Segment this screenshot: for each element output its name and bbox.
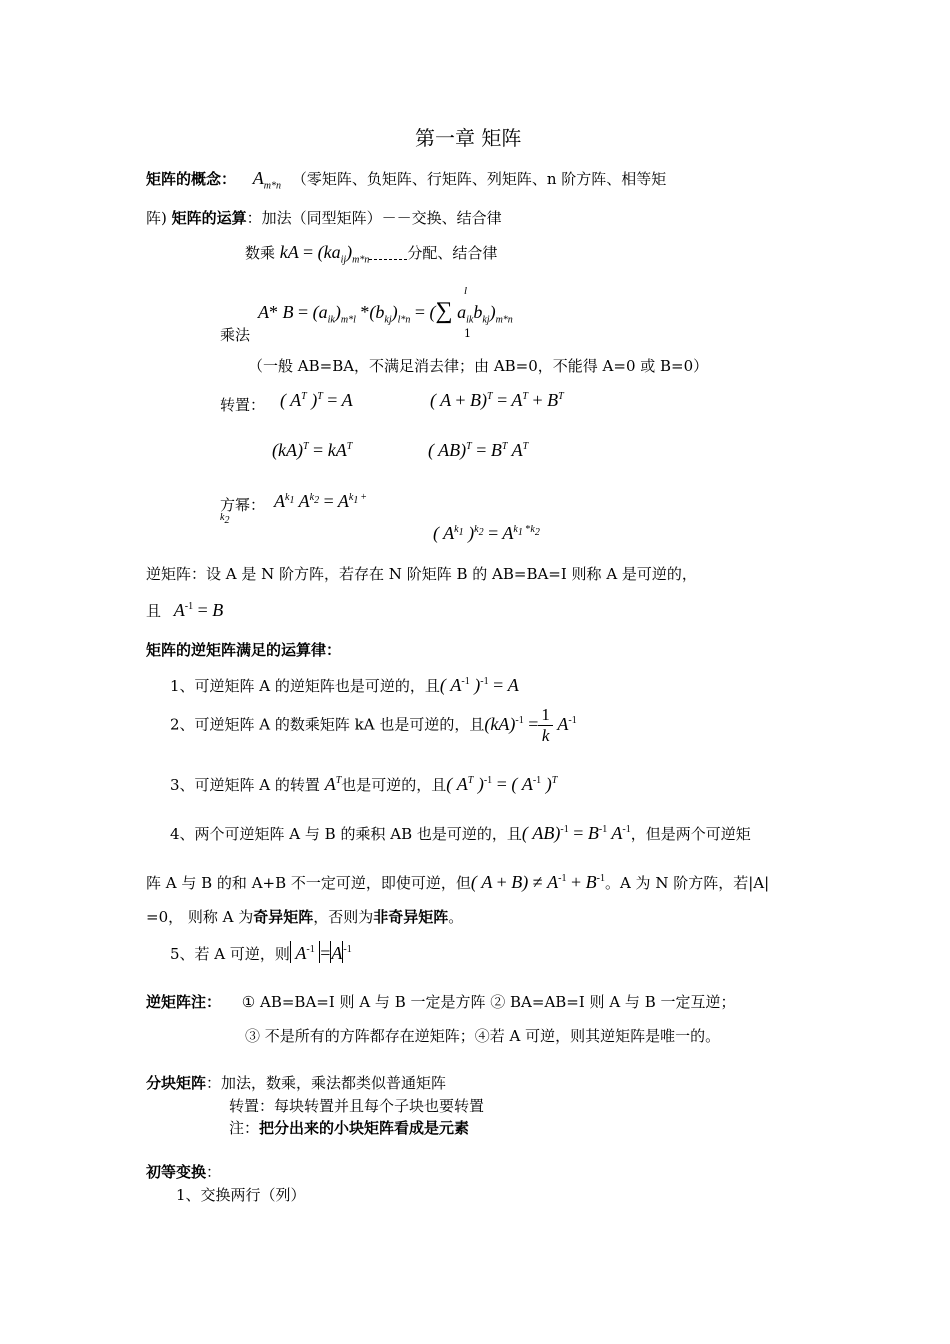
inverse-def-formula: $A^{-1} = B$ — [173, 600, 224, 620]
law-5-formula: $A^{-1} =A^{-1}$ — [290, 943, 352, 963]
law-3-formula: ( $A^T$ )$^{-1}$ = ( $A^{-1}$ )$^T$ — [446, 774, 558, 794]
law-4-text-e3: 。 — [448, 908, 464, 926]
sum-lower: 1 — [464, 327, 471, 340]
page-title: 第一章 矩阵 — [415, 126, 522, 150]
elementary-heading — [146, 1161, 221, 1182]
inverse-def: 逆矩阵：设 A 是 N 阶方阵，若存在 N 阶矩阵 B 的 AB=BA=I 则称 A 是可逆的， — [146, 565, 697, 583]
inverse-and-text: 且 — [146, 602, 162, 620]
nonsingular-term: 非奇异矩阵 — [373, 908, 449, 926]
block-text-1: ：加法，数乘，乘法都类似普通矩阵 — [206, 1074, 447, 1092]
law-3-text-b: 也是可逆的，且 — [341, 776, 447, 794]
concept-text: （零矩阵、负矩阵、行矩阵、列矩阵、n 阶方阵、相等矩 — [291, 170, 667, 188]
ops-line — [146, 207, 502, 228]
notes-item-1: ① AB=BA=I 则 A 与 B 一定是方阵 ② BA=AB=I 则 A 与 B 一定互逆； — [241, 993, 736, 1011]
law-4-text-e2: ，否则为 — [313, 908, 374, 926]
transpose-formula-2: ( $A + B)^T = A^T + B^T$ — [430, 390, 564, 410]
law-4-cont — [146, 872, 769, 893]
block-line-3 — [229, 1117, 469, 1138]
scalar-line — [245, 242, 498, 266]
notes-line-1 — [146, 991, 736, 1012]
law-2-formula: (kA)$^{-1}$ = $\frac{1}{k}$ $A^{-1}$ — [484, 705, 577, 745]
law-4-text-c: 阵 A 与 B 的和 A+B 不一定可逆，即使可逆，但 — [146, 874, 471, 892]
elementary-label: 初等变换 — [146, 1163, 207, 1181]
elementary-colon: ： — [206, 1163, 222, 1181]
law-4-text-d: 。A 为 N 阶方阵，若|A| — [604, 874, 770, 892]
notes-item-2: ③ 不是所有的方阵都存在逆矩阵；④若 A 可逆，则其逆矩阵是唯一的。 — [245, 1027, 721, 1045]
elementary-item-1: 1、交换两行（列） — [176, 1186, 306, 1204]
law-5-text: 5、若 A 可逆，则 — [170, 945, 290, 963]
scalar-label: 数乘 — [245, 244, 276, 262]
block-note-text: 把分出来的小块矩阵看成是元素 — [259, 1119, 470, 1137]
law-4 — [170, 823, 751, 844]
scalar-tail: 分配、结合律 — [407, 244, 498, 262]
ops-label: 矩阵的运算 — [171, 209, 247, 227]
sum-upper: l — [464, 285, 468, 297]
law-2 — [170, 705, 577, 746]
power-formula-2: ( $A^{k_1}$ )$^{k_2} = A^{k_1 *k_2}$ — [433, 523, 540, 543]
law-4-cont-2 — [146, 906, 463, 927]
law-4-text-e1: =0， 则称 A 为 — [146, 908, 254, 926]
law-4-formula-2: ( $A + B) \ne A^{-1} + B^{-1}$ — [470, 872, 605, 892]
law-4-text-b: ，但是两个可逆矩 — [630, 825, 751, 843]
law-1-formula: ( $A^{-1}$ )$^{-1}$ = A — [439, 675, 519, 695]
laws-heading: 矩阵的逆矩阵满足的运算律： — [146, 641, 342, 659]
power-formula-1-wrap: $k_2$ — [220, 512, 230, 526]
law-4-formula: ( $AB)^{-1} = B^{-1}$ $A^{-1}$ — [521, 823, 631, 843]
scalar-formula: kA = $(ka_{ij})_{m*n}$ — [279, 242, 370, 266]
law-1-text: 1、可逆矩阵 A 的逆矩阵也是可逆的，且 — [170, 677, 440, 695]
concept-text-cont: 阵) — [146, 209, 167, 227]
law-3-text-a: 3、可逆矩阵 A 的转置 — [170, 776, 320, 794]
transpose-formula-1: ( $A^T$ )$^T$ = A — [280, 390, 353, 410]
transpose-label: 转置： — [220, 396, 266, 414]
power-label: 方幂： — [220, 496, 266, 514]
law-1 — [170, 675, 519, 696]
law-3-symbol: $A^T$ — [324, 774, 342, 794]
power-formula-1: $A^{k_1}$ $A^{k_2} = A^{k_1 +}$ — [274, 491, 367, 511]
law-2-text: 2、可逆矩阵 A 的数乘矩阵 kA 也是可逆的，且 — [170, 715, 485, 734]
block-label: 分块矩阵 — [146, 1074, 207, 1092]
scalar-dotline — [369, 259, 407, 260]
law-3 — [170, 774, 557, 795]
inverse-and — [146, 600, 223, 621]
mult-note: （一般 AB=BA，不满足消去律；由 AB=0，不能得 A=0 或 B=0） — [248, 357, 709, 375]
block-note-label: 注： — [229, 1119, 260, 1137]
mult-label: 乘法 — [220, 326, 251, 344]
ops-add: 加法（同型矩阵）－－交换、结合律 — [261, 209, 502, 227]
concept-label: 矩阵的概念： — [146, 170, 237, 188]
notes-label: 逆矩阵注： — [146, 993, 222, 1011]
law-4-text-a: 4、两个可逆矩阵 A 与 B 的乘积 AB 也是可逆的，且 — [170, 825, 522, 843]
law-5 — [170, 941, 352, 964]
concept-line — [146, 168, 667, 192]
mult-formula: A* $B = (a_{ik})_{m*l}$ $*(b_{kj})_{l*n}$ = (∑ $a_{ik}b_{kj})_{m*n}$ — [258, 298, 513, 326]
concept-symbol: $A_{m*n}$ — [252, 168, 282, 192]
ops-colon: ： — [246, 209, 262, 227]
block-line-2: 转置：每块转置并且每个子块也要转置 — [229, 1097, 485, 1115]
transpose-formula-4: ( $AB)^T = B^T$ $A^T$ — [428, 440, 529, 460]
block-line-1 — [146, 1072, 446, 1093]
transpose-formula-3: $(kA)^T = kA^T$ — [272, 440, 353, 460]
singular-term: 奇异矩阵 — [253, 908, 314, 926]
